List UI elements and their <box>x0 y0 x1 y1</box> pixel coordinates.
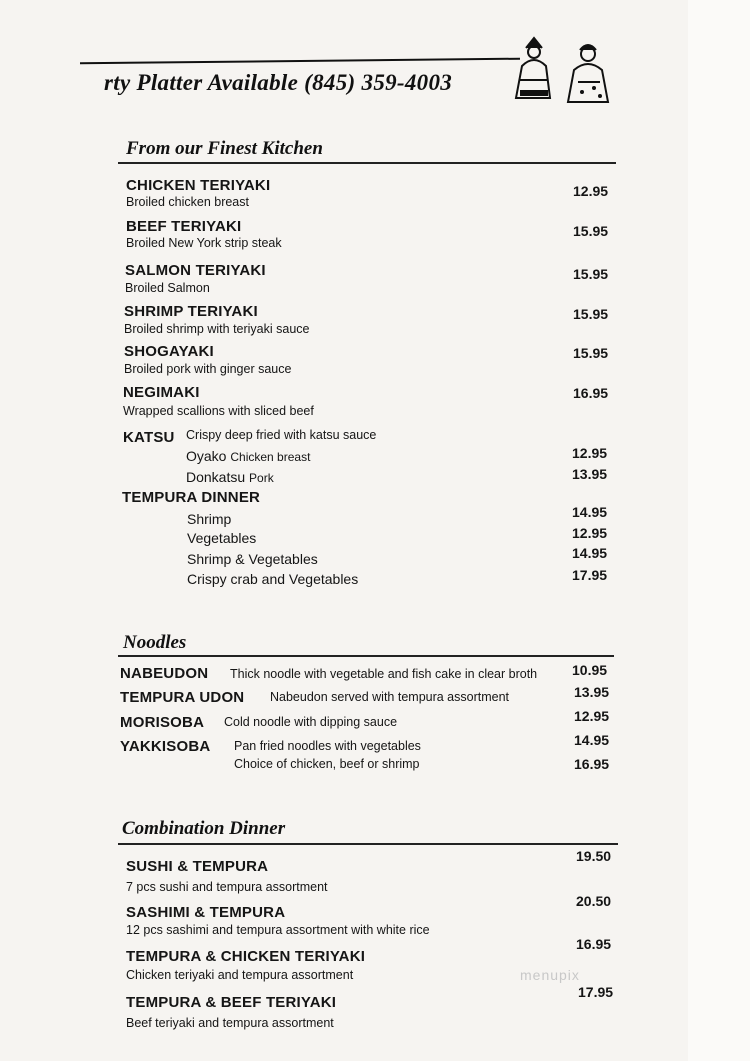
watermark: menupix <box>520 967 580 983</box>
item-price: 19.50 <box>576 848 612 864</box>
item-desc: Nabeudon served with tempura assortment <box>270 690 510 704</box>
option-desc: Chicken breast <box>230 450 311 464</box>
item-name: NABEUDON <box>120 665 209 682</box>
katsu-desc: Crispy deep fried with katsu sauce <box>186 428 377 442</box>
item-price: 15.95 <box>573 306 609 322</box>
item-name: BEEF TERIYAKI <box>126 218 242 235</box>
header-rule <box>80 58 520 65</box>
section-rule-combination <box>118 843 618 845</box>
katsu-option <box>186 469 274 485</box>
item-desc: Broiled chicken breast <box>126 195 249 209</box>
katsu-name: KATSU <box>123 429 175 446</box>
item-name: MORISOBA <box>120 714 205 731</box>
item-name: TEMPURA UDON <box>120 689 245 706</box>
geisha-figures-icon <box>508 36 618 108</box>
item-price: 12.95 <box>573 183 609 199</box>
item-price: 15.95 <box>573 266 609 282</box>
tempura-option: Vegetables <box>187 530 257 546</box>
section-rule-kitchen <box>118 162 616 164</box>
tempura-option: Shrimp <box>187 511 232 527</box>
item-name: SALMON TERIYAKI <box>125 262 266 279</box>
tempura-option: Shrimp & Vegetables <box>187 551 318 567</box>
section-rule-noodles <box>118 655 614 657</box>
tempura-option: Crispy crab and Vegetables <box>187 571 359 587</box>
item-name: CHICKEN TERIYAKI <box>126 177 271 194</box>
item-desc: 12 pcs sashimi and tempura assortment with white rice <box>126 923 430 937</box>
item-desc: Choice of chicken, beef or shrimp <box>234 757 420 771</box>
item-price: 13.95 <box>574 684 610 700</box>
item-desc: Chicken teriyaki and tempura assortment <box>126 968 354 982</box>
katsu-option <box>186 448 310 464</box>
page-edge <box>688 0 750 1061</box>
section-title-kitchen: From our Finest Kitchen <box>126 138 323 159</box>
option-price: 12.95 <box>572 445 608 461</box>
item-name: SUSHI & TEMPURA <box>126 858 269 875</box>
option-price: 14.95 <box>572 504 608 520</box>
item-desc: Thick noodle with vegetable and fish cake in clear broth <box>230 667 538 681</box>
item-name: NEGIMAKI <box>123 384 200 401</box>
item-price: 16.95 <box>576 936 612 952</box>
item-price: 14.95 <box>574 732 610 748</box>
section-title-combination: Combination Dinner <box>122 818 286 839</box>
item-desc: Broiled pork with ginger sauce <box>124 362 292 376</box>
item-name: TEMPURA & BEEF TERIYAKI <box>126 994 337 1011</box>
item-price: 15.95 <box>573 345 609 361</box>
option-desc: Pork <box>249 471 274 485</box>
item-desc: Broiled Salmon <box>125 281 210 295</box>
item-name: SASHIMI & TEMPURA <box>126 904 286 921</box>
item-name: TEMPURA & CHICKEN TERIYAKI <box>126 948 366 965</box>
section-title-noodles: Noodles <box>123 632 187 653</box>
option-name: Oyako <box>186 448 227 464</box>
item-desc: Cold noodle with dipping sauce <box>224 715 398 729</box>
item-desc: Broiled shrimp with teriyaki sauce <box>124 322 310 336</box>
item-name: SHOGAYAKI <box>124 343 214 360</box>
item-desc: Broiled New York strip steak <box>126 236 282 250</box>
header-phone-line: rty Platter Available (845) 359-4003 <box>104 70 453 95</box>
item-name: SHRIMP TERIYAKI <box>124 303 258 320</box>
option-price: 12.95 <box>572 525 608 541</box>
option-price: 17.95 <box>572 567 608 583</box>
item-price: 15.95 <box>573 223 609 239</box>
item-desc: Pan fried noodles with vegetables <box>234 739 421 753</box>
option-price: 14.95 <box>572 545 608 561</box>
option-price: 13.95 <box>572 466 608 482</box>
item-name: YAKKISOBA <box>120 738 211 755</box>
item-desc: Wrapped scallions with sliced beef <box>123 404 314 418</box>
option-name: Donkatsu <box>186 469 246 485</box>
item-desc: 7 pcs sushi and tempura assortment <box>126 880 328 894</box>
item-price: 16.95 <box>574 756 610 772</box>
item-price: 12.95 <box>574 708 610 724</box>
item-price: 16.95 <box>573 385 609 401</box>
item-desc: Beef teriyaki and tempura assortment <box>126 1016 334 1030</box>
item-price: 20.50 <box>576 893 612 909</box>
item-price: 17.95 <box>578 984 614 1000</box>
tempura-name: TEMPURA DINNER <box>122 489 261 506</box>
item-price: 10.95 <box>572 662 608 678</box>
